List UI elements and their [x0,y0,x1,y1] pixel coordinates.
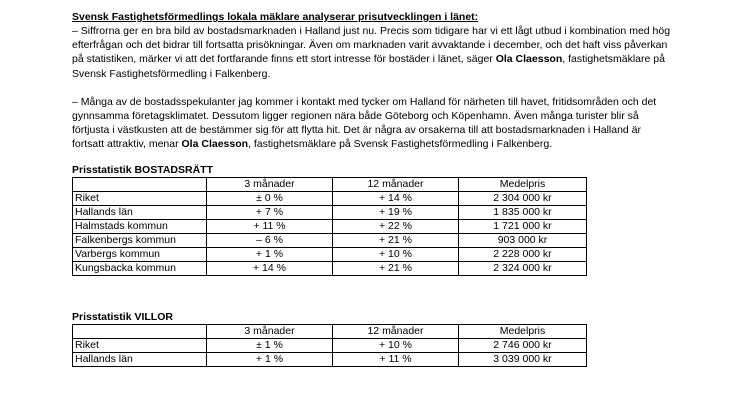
paragraph-1-tail: , fastighetsmäklare på Svensk Fastighetsförmedling i Falkenberg. [72,53,665,80]
table-row [73,261,587,275]
table-cell: + 21 % [333,261,459,275]
paragraph-2-tail: , fastighetsmäklare på Svensk Fastighetsförmedling i Falkenberg. [248,138,553,151]
table-cell: + 14 % [207,261,333,275]
table-cell: 2 746 000 kr [459,338,587,352]
table-bostadsratt [72,177,587,276]
table-cell: + 11 % [333,352,459,366]
table-header-row [73,177,587,191]
table-row-label: Falkenbergs kommun [73,233,207,247]
table-villor [72,324,587,367]
quoted-name: Ola Claesson [495,53,563,66]
table-title-villor: Prisstatistik VILLOR [72,310,173,323]
table-cell: 903 000 kr [459,233,587,247]
table-cell: + 11 % [207,219,333,233]
table-cell: + 21 % [333,233,459,247]
table-header-cell: 12 månader [333,177,459,191]
paragraph-2-text: – Många av de bostadsspekulanter jag kommer i kontakt med tycker om Halland för närheten till havet, fritidsområden och det gynnsamma företagsklimatet. Dessutom ligger regionen nära både Göteborg och Köpenhamn. Även många turister blir så förtjusta i västkusten att de bestämmer sig för att flytta hit. Det är några av orsakerna till att bostadsmarknaden i Halland är fortsatt attraktiv, menar [72,95,657,151]
table-header-cell: Medelpris [459,177,587,191]
table-row-label: Hallands län [73,352,207,366]
table-cell: + 19 % [333,205,459,219]
table-row [73,191,587,205]
table-cell: + 7 % [207,205,333,219]
table-row [73,205,587,219]
table-row [73,247,587,261]
table-row-label: Halmstads kommun [73,219,207,233]
table-header-cell: 3 månader [207,177,333,191]
paragraph-1 [72,24,672,81]
table-title-bostadsratt: Prisstatistik BOSTADSRÄTT [72,163,213,176]
table-cell: – 6 % [207,233,333,247]
table-header-row [73,324,587,338]
table-row-label: Riket [73,191,207,205]
table-cell: 1 835 000 kr [459,205,587,219]
document-page [72,10,672,367]
table-cell: 2 228 000 kr [459,247,587,261]
table-header-cell: 12 månader [333,324,459,338]
table-row-label: Riket [73,338,207,352]
table-cell: ± 0 % [207,191,333,205]
table-row [73,338,587,352]
table-cell: + 1 % [207,352,333,366]
table-row [73,352,587,366]
table-cell: 2 324 000 kr [459,261,587,275]
table-header-cell: Medelpris [459,324,587,338]
table-row-label: Varbergs kommun [73,247,207,261]
table-header-cell [73,177,207,191]
paragraph-2 [72,95,672,152]
table-cell: + 10 % [333,338,459,352]
table-header-cell [73,324,207,338]
table-row-label: Hallands län [73,205,207,219]
table-cell: + 10 % [333,247,459,261]
quoted-name: Ola Claesson [181,138,249,151]
paragraph-1-text: – Siffrorna ger en bra bild av bostadsmarknaden i Halland just nu. Precis som tidigare har vi ett lågt utbud i kombination med hög efterfrågan och det bidrar till fortsatta prisökningar. Även om marknaden varit avvaktande i december, och det haft viss påverkan på statistiken, märker vi att det fortfarande finns ett stort intresse för bostäder i länet, säger [72,25,671,66]
table-cell: + 1 % [207,247,333,261]
table-cell: ± 1 % [207,338,333,352]
table-row [73,219,587,233]
table-row [73,233,587,247]
table-cell: 3 039 000 kr [459,352,587,366]
table-cell: + 14 % [333,191,459,205]
article-heading: Svensk Fastighetsförmedlings lokala mäklare analyserar prisutvecklingen i länet: [72,11,479,23]
table-cell: + 22 % [333,219,459,233]
table-cell: 1 721 000 kr [459,219,587,233]
table-row-label: Kungsbacka kommun [73,261,207,275]
table-cell: 2 304 000 kr [459,191,587,205]
table-header-cell: 3 månader [207,324,333,338]
